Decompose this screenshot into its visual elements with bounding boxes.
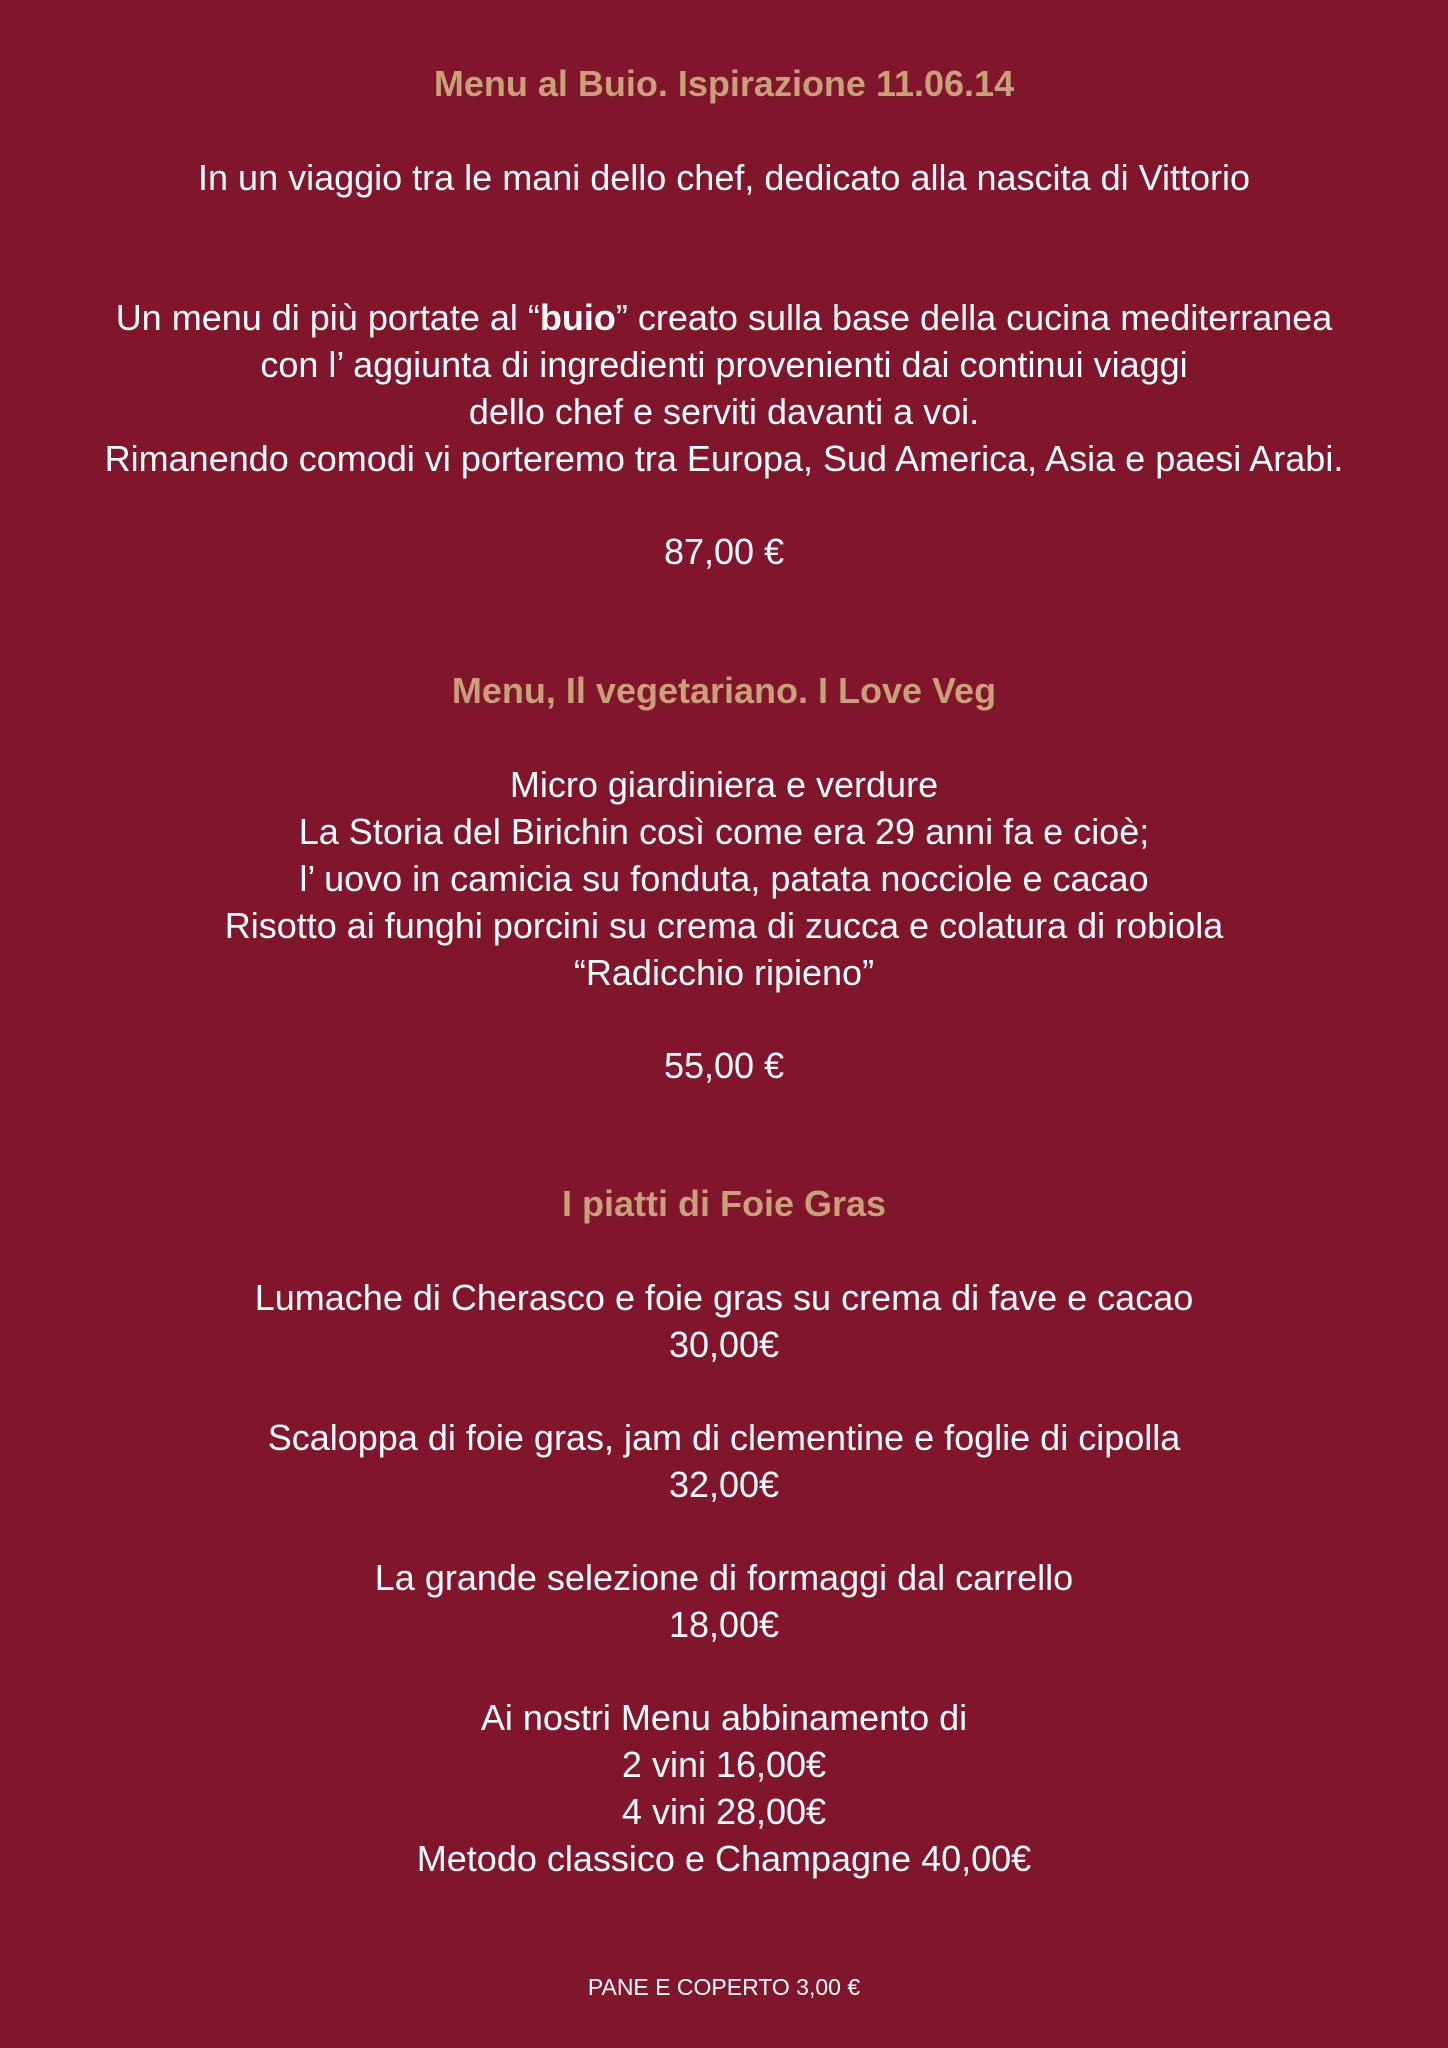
- menu-veg-item: La Storia del Birichin così come era 29 anni fa e cioè;: [298, 811, 1150, 852]
- menu-buio-description-line-1-start: Un menu di più portate al “: [115, 297, 540, 338]
- foie-gras-dish-price: 30,00€: [668, 1324, 780, 1365]
- menu-buio-description-line-2: con l’ aggiunta di ingredienti provenienti dai continui viaggi: [260, 344, 1188, 385]
- menu-veg-title: Menu, Il vegetariano. I Love Veg: [451, 670, 997, 711]
- foie-gras-dish-price: 18,00€: [668, 1604, 780, 1645]
- menu-veg-item: Risotto ai funghi porcini su crema di zucca e colatura di robiola: [224, 905, 1224, 946]
- foie-gras-dish-name: Lumache di Cherasco e foie gras su crema di fave e cacao: [254, 1277, 1194, 1318]
- foie-gras-dish-name: La grande selezione di formaggi dal carrello: [374, 1557, 1074, 1598]
- wine-pairing-option: Metodo classico e Champagne 40,00€: [416, 1838, 1032, 1879]
- menu-buio-price: 87,00 €: [663, 531, 785, 572]
- menu-buio-title: Menu al Buio. Ispirazione 11.06.14: [433, 63, 1015, 104]
- menu-veg-item: “Radicchio ripieno”: [573, 952, 875, 993]
- wine-pairing-intro: Ai nostri Menu abbinamento di: [480, 1697, 968, 1738]
- menu-buio-description-line-4: Rimanendo comodi vi porteremo tra Europa, Sud America, Asia e paesi Arabi.: [104, 438, 1344, 479]
- foie-gras-dish-name: Scaloppa di foie gras, jam di clementine e foglie di cipolla: [267, 1417, 1181, 1458]
- wine-pairing-option: 4 vini 28,00€: [621, 1791, 827, 1832]
- menu-veg-price: 55,00 €: [663, 1045, 785, 1086]
- menu-buio-description-line-1-end: ” creato sulla base della cucina mediterranea: [615, 297, 1333, 338]
- menu-buio-description-line-3: dello chef e serviti davanti a voi.: [468, 391, 980, 432]
- cover-charge-note: PANE E COPERTO 3,00 €: [587, 1974, 861, 2000]
- menu-veg-item: Micro giardiniera e verdure: [509, 764, 939, 805]
- wine-pairing-option: 2 vini 16,00€: [621, 1744, 827, 1785]
- menu-buio-description-bold: buio: [539, 297, 616, 338]
- menu-buio-description-line-1: [0, 297, 1448, 338]
- menu-veg-item: l’ uovo in camicia su fonduta, patata nocciole e cacao: [299, 858, 1149, 899]
- menu-buio-subtitle: In un viaggio tra le mani dello chef, dedicato alla nascita di Vittorio: [198, 157, 1250, 198]
- foie-gras-title: I piatti di Foie Gras: [561, 1183, 887, 1224]
- foie-gras-dish-price: 32,00€: [668, 1464, 780, 1505]
